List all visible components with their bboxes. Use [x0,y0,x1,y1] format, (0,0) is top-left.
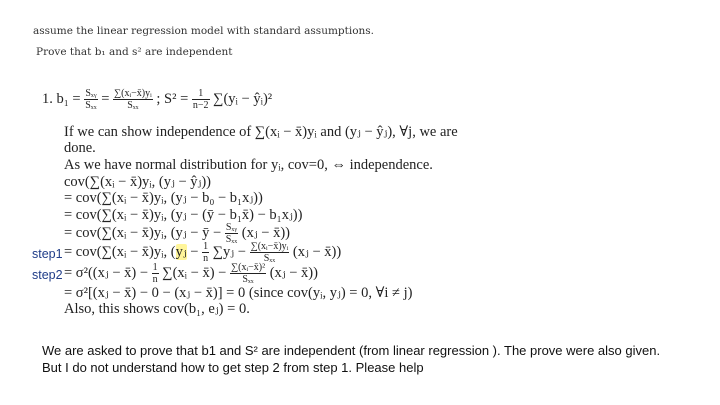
proof-line-b: done. [64,140,96,156]
proof-line-c: As we have normal distribution for yᵢ, cov=0, ⇔ independence. [64,157,433,173]
step1-equation: = cov(∑(xᵢ − x̄)yᵢ, (yⱼ − $\frac{1}{n}$ ∑yⱼ − $\frac{\text{∑(xᵢ−x̄)yᵢ}}{\text{Sₓₓ}}$ (xⱼ − x̄)) [64,241,342,264]
proof-line-g: = cov(∑(xᵢ − x̄)yᵢ, (yⱼ − ȳ − $\frac{\text{Sₓᵧ}}{\text{Sₓₓ}}$ (xⱼ − x̄)) [64,222,290,245]
header-line-1: assume the linear regression model with standard assumptions. [33,25,375,37]
proof-line-a: If we can show independence of ∑(xᵢ − x̄)yᵢ and (yⱼ − ŷⱼ), ∀j, we are [64,124,458,140]
proof-line-h: = σ²[(xⱼ − x̄) − 0 − (xⱼ − x̄)] = 0 (since cov(yᵢ, yⱼ) = 0, ∀i ≠ j) [64,285,413,301]
eq-number: 1. [42,90,53,107]
eq-s2: ; S² = [156,90,189,107]
proof-line-d: cov(∑(xᵢ − x̄)yᵢ, (yⱼ − ŷⱼ)) [64,174,212,190]
eq-b1-frac: $\frac{\text{Sₓᵧ}}{\text{Sₓₓ}}$ [85,88,97,111]
step1-frac-1: $\frac{1}{n}$ [203,241,209,264]
step1-frac-2: $\frac{\text{∑(xᵢ−x̄)yᵢ}}{\text{Sₓₓ}}$ [250,241,289,264]
step1-highlight: yⱼ [175,243,187,260]
proof-line-i: Also, this shows cov(b₁, eⱼ) = 0. [64,301,250,317]
proof-line-e: = cov(∑(xᵢ − x̄)yᵢ, (yⱼ − b₀ − b₁xⱼ)) [64,190,263,206]
step1-label: step1 [32,247,63,261]
eq-sum-frac: $\frac{\text{∑(xᵢ−x̄)yᵢ}}{\text{Sₓₓ}}$ [114,88,152,111]
step2-equation: = σ²((xⱼ − x̄) − $\frac{1}{n}$ ∑(xᵢ − x̄) − $\frac{\text{∑(xᵢ−x̄)²}}{\text{Sₓₓ}}$ (xⱼ − x̄)) [64,262,318,285]
line-g-frac: $\frac{\text{Sₓᵧ}}{\text{Sₓₓ}}$ [225,222,238,245]
step2-label: step2 [32,268,63,282]
step2-frac-2: $\frac{\text{∑(xᵢ−x̄)²}}{\text{Sₓₓ}}$ [231,262,266,285]
header-line-2: Prove that b₁ and s² are independent [36,46,233,58]
eq-s2-frac: $\frac{1}{n-2}$ [192,88,209,111]
eq-b1-lhs: b₁ = [56,90,81,107]
eq-s2-rest: ∑(yᵢ − ŷᵢ)² [213,90,273,107]
step2-frac-1: $\frac{1}{n}$ [152,262,158,285]
question-line-2: But I do not understand how to get step 2 from step 1. Please help [42,360,424,375]
equation-1: 1. b₁ = $\frac{\text{Sₓᵧ}}{\text{Sₓₓ}}$ = $\frac{\text{∑(xᵢ−x̄)yᵢ}}{\text{Sₓₓ}}$ ; S² = $\frac{1}{n-2}$ ∑(yᵢ − ŷᵢ)² [42,88,273,111]
proof-line-f: = cov(∑(xᵢ − x̄)yᵢ, (yⱼ − (ȳ − b₁x̄) − b₁xⱼ)) [64,207,303,223]
question-line-1: We are asked to prove that b1 and S² are independent (from linear regression ). The prove were also given. [42,343,661,358]
